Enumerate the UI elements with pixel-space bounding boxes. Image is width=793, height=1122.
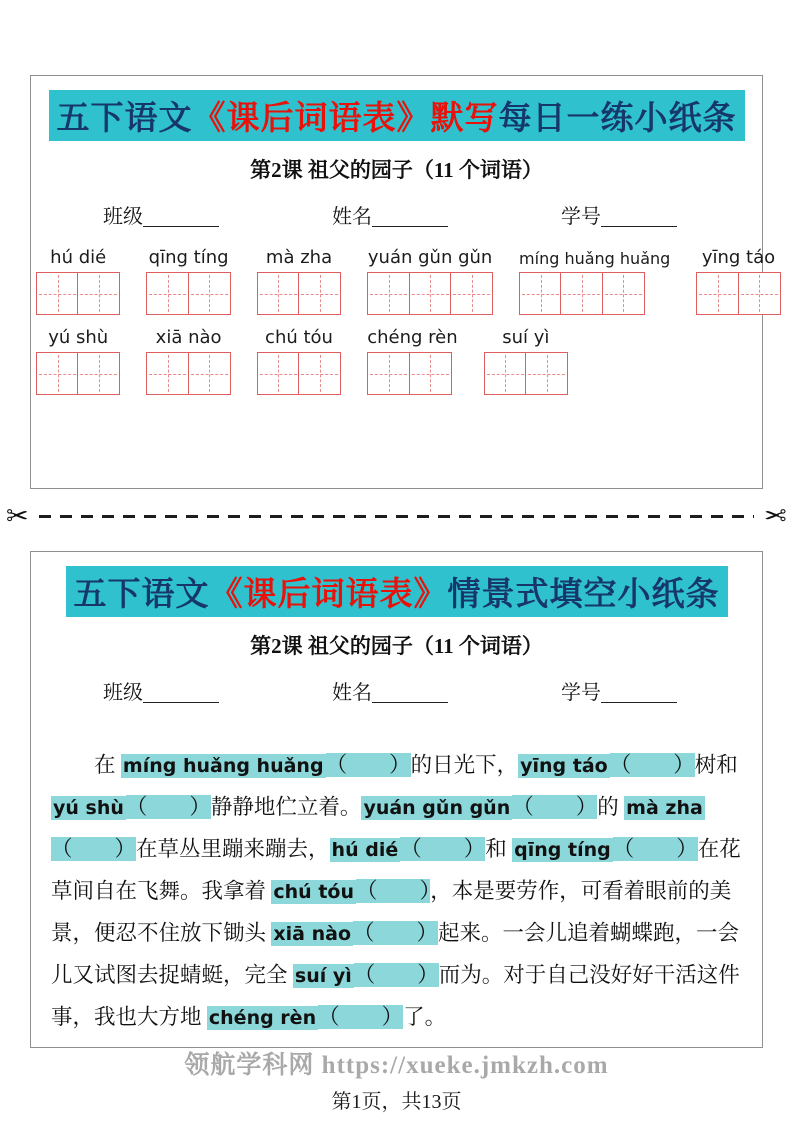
- writing-boxes: [257, 352, 341, 395]
- fill-blank[interactable]: [354, 963, 439, 987]
- field-blank-line[interactable]: [143, 681, 219, 703]
- passage-text: 起来。一会儿追着蝴蝶跑，一会儿又试图去捉蜻蜓，完全: [51, 921, 740, 987]
- field-label: 姓名: [332, 682, 372, 704]
- cloze-lesson-heading: 第2课 祖父的园子（11 个词语）: [250, 634, 543, 658]
- passage-text: 的: [597, 795, 625, 819]
- pinyin-highlight: yīng táo: [520, 755, 608, 777]
- open-paren: （: [355, 879, 378, 903]
- passage-text: 在: [94, 753, 121, 777]
- pinyin-label: suí yì: [502, 327, 550, 348]
- pinyin-highlight: xiā nào: [273, 923, 351, 945]
- blank-space: [147, 796, 189, 818]
- open-paren: （: [125, 795, 148, 819]
- fill-blank[interactable]: [356, 879, 430, 903]
- student-field: [332, 200, 448, 229]
- writing-box[interactable]: [409, 272, 452, 315]
- close-paren: ）: [463, 837, 486, 861]
- pinyin-label: míng huǎng huǎng: [519, 249, 671, 268]
- cloze-title: [66, 566, 728, 617]
- writing-box[interactable]: [77, 352, 120, 395]
- writing-boxes: [484, 352, 568, 395]
- dictation-title: [49, 90, 745, 141]
- passage-text: 静静地伫立着。: [210, 795, 362, 819]
- student-field: [561, 676, 677, 705]
- word-group: [696, 247, 780, 315]
- writing-box[interactable]: [257, 352, 300, 395]
- field-blank-line[interactable]: [372, 681, 448, 703]
- word-row: [36, 327, 760, 395]
- writing-boxes: [146, 352, 230, 395]
- open-paren: （: [512, 795, 534, 819]
- dictation-word-grid: [31, 229, 776, 395]
- student-field: [332, 676, 448, 705]
- dictation-lesson-heading: 第2课 祖父的园子（11 个词语）: [250, 158, 543, 182]
- writing-box[interactable]: [484, 352, 527, 395]
- writing-boxes: [367, 272, 493, 315]
- writing-box[interactable]: [519, 272, 562, 315]
- pinyin-label: yú shù: [48, 327, 109, 348]
- title-segment: 默写: [430, 101, 499, 137]
- open-paren: （: [353, 921, 375, 945]
- passage-text: 在花草间自在飞舞。我拿着: [51, 837, 741, 903]
- writing-box[interactable]: [257, 272, 300, 315]
- cut-dashed-line: [39, 515, 755, 518]
- passage-text: 在草丛里蹦来蹦去，: [136, 837, 330, 861]
- blank-space: [378, 880, 420, 902]
- pinyin-highlight: mà zha: [626, 797, 703, 819]
- fill-blank[interactable]: [126, 795, 211, 819]
- pinyin-label: qīng tíng: [148, 247, 229, 268]
- dictation-student-fields: [31, 200, 762, 229]
- fill-blank[interactable]: [610, 753, 695, 777]
- writing-box[interactable]: [36, 272, 79, 315]
- close-paren: ）: [381, 1005, 404, 1029]
- blank-space: [347, 754, 389, 776]
- writing-box[interactable]: [409, 352, 452, 395]
- fill-blank[interactable]: [613, 837, 698, 861]
- writing-box[interactable]: [367, 272, 410, 315]
- open-paren: （: [325, 753, 348, 777]
- cloze-passage: [31, 745, 762, 1039]
- pinyin-highlight: hú dié: [331, 839, 399, 861]
- writing-box[interactable]: [146, 352, 189, 395]
- student-field: [103, 676, 219, 705]
- pinyin-highlight: yú shù: [53, 797, 124, 819]
- passage-text: 树和: [694, 753, 738, 777]
- pinyin-highlight: yuán gǔn gǔn: [363, 797, 511, 819]
- close-paren: ）: [416, 921, 439, 945]
- writing-boxes: [367, 352, 457, 395]
- dictation-title-row: [31, 90, 762, 141]
- writing-box[interactable]: [298, 272, 341, 315]
- title-segment: 小纸条: [617, 577, 720, 613]
- blank-space: [631, 754, 673, 776]
- cloze-student-fields: [31, 676, 762, 705]
- word-row: [36, 247, 776, 315]
- fill-blank[interactable]: [400, 837, 485, 861]
- close-paren: ）: [575, 795, 598, 819]
- passage-text: 而为。对于自己没好好干活这件事，我也大方地: [51, 963, 740, 1029]
- pinyin-label: yuán gǔn gǔn: [367, 247, 493, 268]
- writing-boxes: [519, 272, 670, 315]
- fill-blank[interactable]: [353, 921, 438, 945]
- pinyin-label: chú tóu: [265, 327, 333, 348]
- field-blank-line[interactable]: [372, 205, 448, 227]
- cut-line: [6, 500, 787, 532]
- writing-box[interactable]: [146, 272, 189, 315]
- writing-box[interactable]: [602, 272, 645, 315]
- word-group: [257, 327, 341, 395]
- pinyin-label: yīng táo: [701, 247, 776, 268]
- blank-space: [375, 964, 417, 986]
- field-blank-line[interactable]: [143, 205, 219, 227]
- fill-blank[interactable]: [51, 837, 136, 861]
- cloze-title-row: [31, 566, 762, 617]
- open-paren: （: [400, 837, 422, 861]
- pinyin-highlight: chú tóu: [273, 881, 354, 903]
- pinyin-highlight: suí yì: [294, 965, 352, 987]
- word-group: [257, 247, 341, 315]
- writing-boxes: [257, 272, 341, 315]
- writing-box[interactable]: [77, 272, 120, 315]
- writing-boxes: [36, 272, 120, 315]
- fill-blank[interactable]: [326, 753, 411, 777]
- passage-text: 了。: [403, 1005, 447, 1029]
- close-paren: ）: [676, 837, 698, 861]
- scissors-icon: ✂: [764, 500, 787, 532]
- title-segment: 每日一练小纸条: [498, 101, 737, 137]
- writing-box[interactable]: [36, 352, 79, 395]
- open-paren: （: [318, 1005, 340, 1029]
- passage-text: 的日光下，: [410, 753, 519, 777]
- writing-box[interactable]: [525, 352, 568, 395]
- field-label: 班级: [103, 682, 143, 704]
- field-label: 学号: [561, 682, 601, 704]
- pinyin-highlight: qīng tíng: [514, 839, 611, 861]
- scissors-icon: ✂: [6, 500, 29, 532]
- pinyin-label: hú dié: [50, 247, 107, 268]
- open-paren: （: [51, 837, 73, 861]
- word-group: [484, 327, 568, 395]
- field-label: 学号: [561, 206, 601, 228]
- writing-box[interactable]: [560, 272, 603, 315]
- writing-boxes: [696, 272, 780, 315]
- writing-box[interactable]: [696, 272, 739, 315]
- writing-box[interactable]: [298, 352, 341, 395]
- student-field: [103, 200, 219, 229]
- pinyin-label: mà zha: [265, 247, 333, 268]
- writing-box[interactable]: [188, 272, 231, 315]
- title-segment: 五下语文: [73, 577, 210, 613]
- pinyin-highlight: míng huǎng huǎng: [122, 755, 324, 777]
- blank-space: [375, 922, 417, 944]
- pinyin-label: xiā nào: [155, 327, 222, 348]
- writing-box[interactable]: [188, 352, 231, 395]
- passage-text: 和: [485, 837, 513, 861]
- blank-space: [73, 838, 115, 860]
- open-paren: （: [353, 963, 376, 987]
- passage-text: ，本是要劳作，可看着眼前的美景，便忍不住放下锄头: [51, 879, 732, 945]
- title-segment: 五下语文: [56, 101, 193, 137]
- student-field: [561, 200, 677, 229]
- fill-blank[interactable]: [512, 795, 597, 819]
- word-group: [36, 327, 120, 395]
- blank-space: [634, 838, 676, 860]
- writing-boxes: [36, 352, 120, 395]
- word-group: [367, 327, 457, 395]
- title-segment: 《课后词语表》: [192, 101, 431, 137]
- close-paren: ）: [114, 837, 137, 861]
- field-label: 班级: [103, 206, 143, 228]
- close-paren: ）: [389, 753, 411, 777]
- close-paren: ）: [417, 963, 439, 987]
- close-paren: ）: [189, 795, 211, 819]
- page-number: 第1页，共13页: [331, 1091, 462, 1113]
- pinyin-label: chéng rèn: [367, 327, 458, 348]
- pinyin-highlight: chéng rèn: [208, 1007, 317, 1029]
- writing-box[interactable]: [367, 352, 410, 395]
- writing-boxes: [146, 272, 230, 315]
- cloze-slip: [30, 551, 763, 1048]
- field-blank-line[interactable]: [601, 681, 677, 703]
- title-segment: 《课后词语表》: [209, 577, 448, 613]
- title-segment: 情景式填空: [447, 577, 618, 613]
- fill-blank[interactable]: [318, 1005, 403, 1029]
- blank-space: [422, 838, 464, 860]
- field-label: 姓名: [332, 206, 372, 228]
- blank-space: [534, 796, 576, 818]
- writing-box[interactable]: [738, 272, 781, 315]
- open-paren: （: [612, 837, 635, 861]
- field-blank-line[interactable]: [601, 205, 677, 227]
- writing-box[interactable]: [450, 272, 493, 315]
- word-group: [146, 247, 230, 315]
- open-paren: （: [609, 753, 632, 777]
- word-group: [146, 327, 230, 395]
- page-footer: [0, 1045, 793, 1114]
- close-paren: ）: [419, 879, 431, 903]
- dictation-slip: [30, 75, 776, 489]
- watermark: 领航学科网 https://xueke.jmkzh.com: [184, 1052, 609, 1079]
- close-paren: ）: [673, 753, 695, 777]
- word-group: [36, 247, 120, 315]
- word-group: [519, 249, 670, 315]
- word-group: [367, 247, 493, 315]
- blank-space: [340, 1006, 382, 1028]
